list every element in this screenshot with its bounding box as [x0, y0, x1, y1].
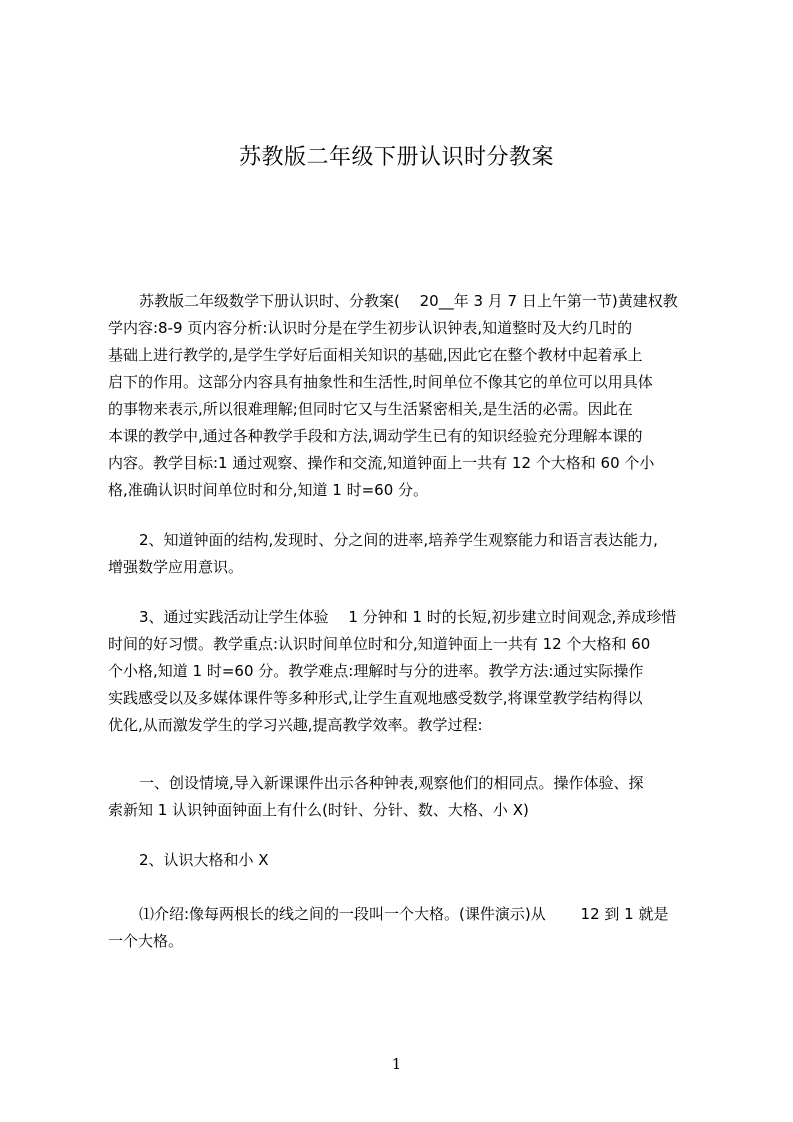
paragraph-line: 优化,从而激发学生的学习兴趣,提高教学效率。教学过程:	[108, 716, 483, 734]
paragraph-line: 索新知 1 认识钟面钟面上有什么(时针、分针、数、大格、小 X)	[108, 801, 529, 819]
paragraph-line: 实践感受以及多媒体课件等多种形式,让学生直观地感受数学,将课堂教学结构得以	[108, 689, 643, 707]
paragraph-line: 的事物来表示,所以很难理解;但同时它又与生活紧密相关,是生活的必需。因此在	[108, 400, 633, 418]
paragraph-line: 一个大格。	[108, 932, 184, 950]
paragraph-line: 格,准确认识时间单位时和分,知道 1 时=60 分。	[108, 481, 429, 499]
document-title: 苏教版二年级下册认识时分教案	[238, 145, 554, 170]
paragraph-line: 基础上进行教学的,是学生学好后面相关知识的基础,因此它在整个教材中起着承上	[108, 346, 643, 364]
paragraph-line: 一、创设情境,导入新课课件出示各种钟表,观察他们的相同点。操作体验、探	[139, 774, 644, 792]
paragraph-line: 学内容:8-9 页内容分析:认识时分是在学生初步认识钟表,知道整时及大约几时的	[108, 319, 633, 337]
paragraph-line: 2、认识大格和小 X	[139, 851, 269, 869]
paragraph-line: ⑴介绍:像每两根长的线之间的一段叫一个大格。(课件演示)从 12 到 1 就是	[139, 905, 669, 923]
paragraph-line: 2、知道钟面的结构,发现时、分之间的进率,培养学生观察能力和语言表达能力,	[139, 531, 658, 549]
paragraph-line: 3、通过实践活动让学生体验 1 分钟和 1 时的长短,初步建立时间观念,养成珍惜	[139, 608, 677, 626]
paragraph-line: 时间的好习惯。教学重点:认识时间单位时和分,知道钟面上一共有 12 个大格和 60	[108, 635, 651, 653]
paragraph-line: 增强数学应用意识。	[108, 558, 244, 576]
paragraph-line: 内容。教学目标:1 通过观察、操作和交流,知道钟面上一共有 12 个大格和 60 个小	[108, 454, 655, 472]
page-number: 1	[391, 1055, 402, 1073]
paragraph-line: 苏教版二年级数学下册认识时、分教案( 20__年 3 月 7 日上午第一节)黄建权教	[139, 292, 678, 310]
paragraph-line: 本课的教学中,通过各种教学手段和方法,调动学生已有的知识经验充分理解本课的	[108, 427, 643, 445]
paragraph-line: 个小格,知道 1 时=60 分。教学难点:理解时与分的进率。教学方法:通过实际操作	[108, 662, 644, 680]
paragraph-line: 启下的作用。这部分内容具有抽象性和生活性,时间单位不像其它的单位可以用具体	[108, 373, 653, 391]
